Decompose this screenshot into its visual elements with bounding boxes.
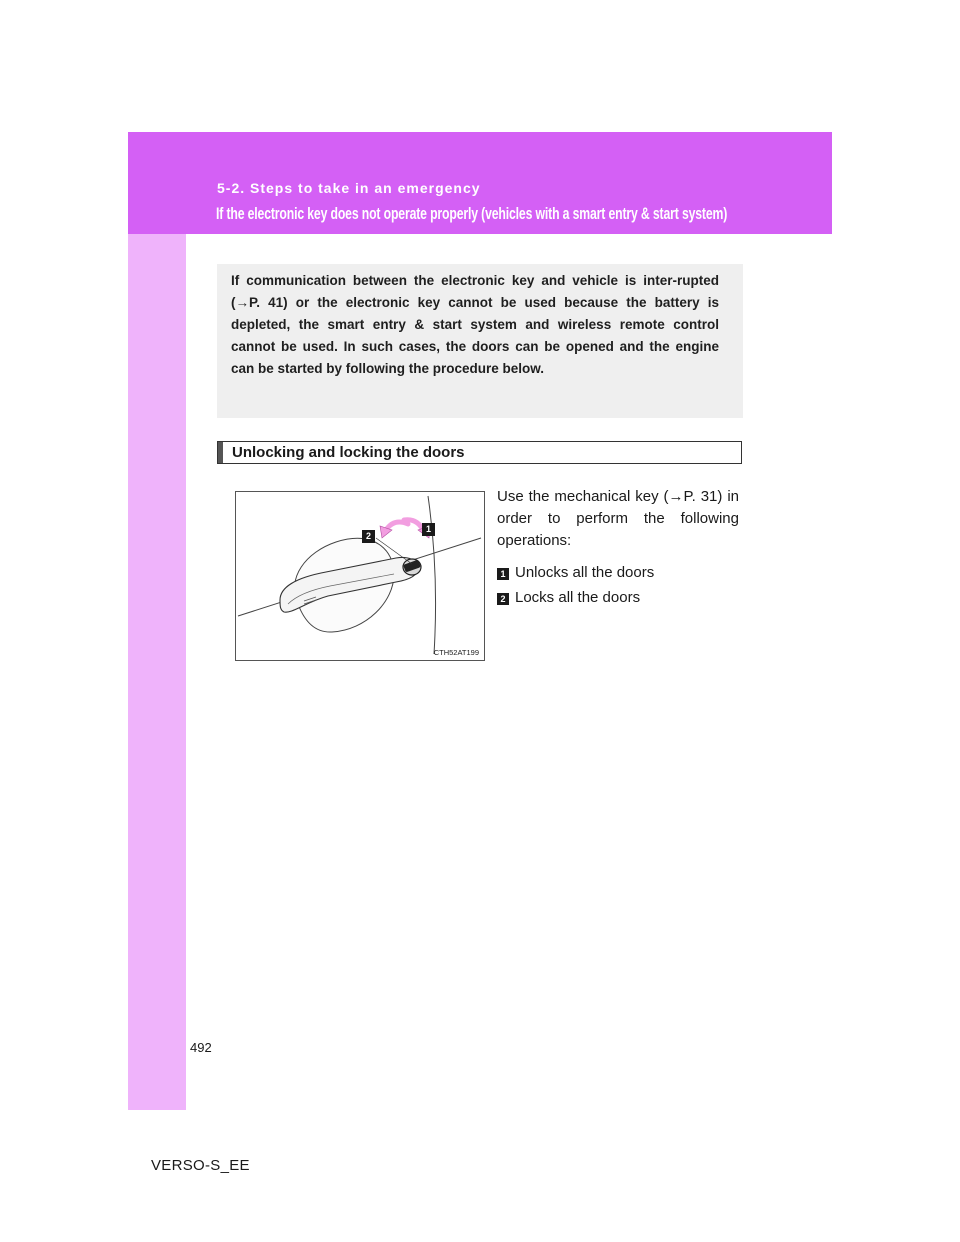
door-handle-illustration <box>236 492 485 661</box>
subsection-marker <box>218 442 223 463</box>
subsection-title: Unlocking and locking the doors <box>232 444 465 461</box>
step-item <box>497 564 654 581</box>
side-strip <box>128 234 186 1110</box>
instruction-text: Use the mechanical key (→P. 31) in order to perform the following operations: <box>497 488 739 549</box>
chapter-heading: 5-2. Steps to take in an emergency <box>217 180 481 196</box>
intro-text: If communication between the electronic key and vehicle is inter-rupted (→P. 41) or the electronic key cannot be used because the battery is depleted, the smart entry & start system and wireless remote control cannot be used. In such cases, the doors can be opened and the engine can be started by following the procedure below. <box>231 273 719 376</box>
step-item <box>497 589 640 606</box>
figure-badge-2: 2 <box>362 530 375 543</box>
model-code: VERSO-S_EE <box>151 1157 250 1174</box>
door-gap-line <box>428 496 436 654</box>
step-label: Locks all the doors <box>515 589 641 606</box>
page-number: 492 <box>190 1040 212 1055</box>
intro-box <box>217 264 743 418</box>
section-title: If the electronic key does not operate properly (vehicles with a smart entry & start system) <box>216 204 728 223</box>
figure-badge-1: 1 <box>422 523 435 536</box>
step-number-badge: 1 <box>497 568 509 580</box>
step-label: Unlocks all the doors <box>515 564 655 581</box>
step-number-badge: 2 <box>497 593 509 605</box>
subsection-heading <box>217 441 742 464</box>
door-handle-figure <box>235 491 485 661</box>
figure-code: CTH52AT199 <box>433 648 479 657</box>
